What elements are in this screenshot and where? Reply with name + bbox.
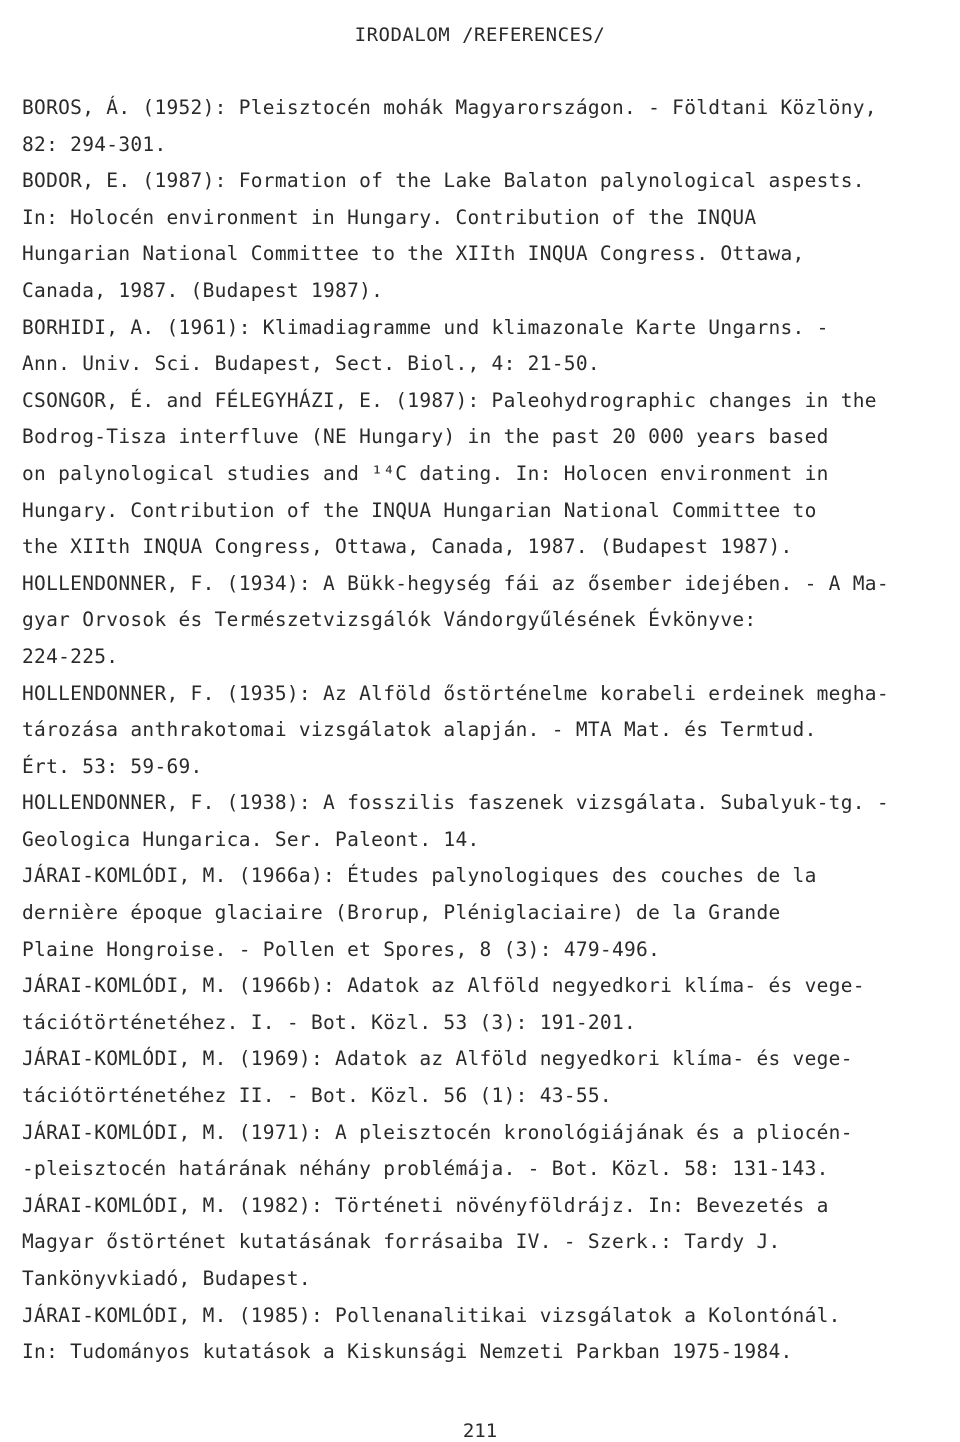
reference-continuation-line: 224-225. <box>22 644 119 668</box>
reference-continuation-line: on palynological studies and ¹⁴C dating. In: Holocen environment in <box>22 461 829 485</box>
reference-entry <box>22 566 922 676</box>
reference-continuation-line: Ért. 53: 59-69. <box>22 754 203 778</box>
reference-entry <box>22 1188 922 1298</box>
reference-entry <box>22 90 922 163</box>
reference-list <box>22 90 922 1371</box>
reference-continuation-line: dernière époque glaciaire (Brorup, Pléniglaciaire) de la Grande <box>22 901 781 925</box>
reference-continuation-line: Ann. Univ. Sci. Budapest, Sect. Biol., 4: 21-50. <box>22 352 600 376</box>
reference-continuation-line: the XIIth INQUA Congress, Ottawa, Canada, 1987. (Budapest 1987). <box>22 535 793 559</box>
reference-first-line: HOLLENDONNER, F. (1934): A Bükk-hegység fái az ősember idejében. - A Ma- <box>22 571 889 595</box>
reference-first-line: JÁRAI-KOMLÓDI, M. (1985): Pollenanalitikai vizsgálatok a Kolontónál. <box>22 1303 841 1327</box>
reference-continuation-line: tációtörténetéhez II. - Bot. Közl. 56 (1): 43-55. <box>22 1084 612 1108</box>
page-title: IRODALOM /REFERENCES/ <box>354 24 606 46</box>
reference-entry <box>22 676 922 786</box>
reference-first-line: BOROS, Á. (1952): Pleisztocén mohák Magyarországon. - Földtani Közlöny, <box>22 96 877 119</box>
reference-continuation-line: tározása anthrakotomai vizsgálatok alapján. - MTA Mat. és Termtud. <box>22 718 817 742</box>
reference-continuation-line: Bodrog-Tisza interfluve (NE Hungary) in the past 20 000 years based <box>22 425 829 449</box>
reference-first-line: JÁRAI-KOMLÓDI, M. (1971): A pleisztocén kronológiájának és a pliocén- <box>22 1120 853 1144</box>
reference-first-line: JÁRAI-KOMLÓDI, M. (1966b): Adatok az Alföld negyedkori klíma- és vege- <box>22 974 865 998</box>
reference-continuation-line: Plaine Hongroise. - Pollen et Spores, 8 (3): 479-496. <box>22 937 661 961</box>
reference-continuation-line: -pleisztocén határának néhány problémája. - Bot. Közl. 58: 131-143. <box>22 1157 829 1181</box>
reference-continuation-line: Canada, 1987. (Budapest 1987). <box>22 278 384 302</box>
reference-continuation-line: Tankönyvkiadó, Budapest. <box>22 1267 311 1290</box>
reference-first-line: JÁRAI-KOMLÓDI, M. (1966a): Études palynologiques des couches de la <box>22 864 817 888</box>
reference-first-line: JÁRAI-KOMLÓDI, M. (1969): Adatok az Alföld negyedkori klíma- és vege- <box>22 1047 853 1071</box>
reference-entry <box>22 858 922 968</box>
page-number: 211 <box>462 1420 498 1442</box>
reference-continuation-line: 82: 294-301. <box>22 132 167 156</box>
reference-first-line: BODOR, E. (1987): Formation of the Lake Balaton palynological aspests. <box>22 169 865 193</box>
reference-entry <box>22 1041 922 1114</box>
reference-entry <box>22 310 922 383</box>
reference-first-line: JÁRAI-KOMLÓDI, M. (1982): Történeti növényföldrájz. In: Bevezetés a <box>22 1193 829 1217</box>
reference-entry <box>22 383 922 566</box>
reference-continuation-line: tációtörténetéhez. I. - Bot. Közl. 53 (3): 191-201. <box>22 1010 637 1034</box>
reference-continuation-line: Geologica Hungarica. Ser. Paleont. 14. <box>22 827 480 851</box>
reference-continuation-line: Hungarian National Committee to the XIIth INQUA Congress. Ottawa, <box>22 242 805 266</box>
reference-continuation-line: Hungary. Contribution of the INQUA Hungarian National Committee to <box>22 498 817 522</box>
reference-entry <box>22 1115 922 1188</box>
reference-continuation-line: In: Tudományos kutatások a Kiskunsági Nemzeti Parkban 1975-1984. <box>22 1340 793 1364</box>
reference-continuation-line: gyar Orvosok és Természetvizsgálók Vándorgyűlésének Évkönyve: <box>22 608 757 632</box>
reference-first-line: HOLLENDONNER, F. (1935): Az Alföld őstörténelme korabeli erdeinek megha- <box>22 681 889 705</box>
reference-continuation-line: Magyar őstörténet kutatásának forrásaiba IV. - Szerk.: Tardy J. <box>22 1230 781 1254</box>
reference-entry <box>22 785 922 858</box>
reference-first-line: CSONGOR, É. and FÉLEGYHÁZI, E. (1987): Paleohydrographic changes in the <box>22 388 877 412</box>
reference-entry <box>22 1298 922 1371</box>
reference-first-line: BORHIDI, A. (1961): Klimadiagramme und klimazonale Karte Ungarns. - <box>22 315 829 339</box>
reference-first-line: HOLLENDONNER, F. (1938): A fosszilis faszenek vizsgálata. Subalyuk-tg. - <box>22 791 889 815</box>
reference-entry <box>22 968 922 1041</box>
reference-continuation-line: In: Holocén environment in Hungary. Contribution of the INQUA <box>22 205 757 229</box>
reference-entry <box>22 163 922 309</box>
